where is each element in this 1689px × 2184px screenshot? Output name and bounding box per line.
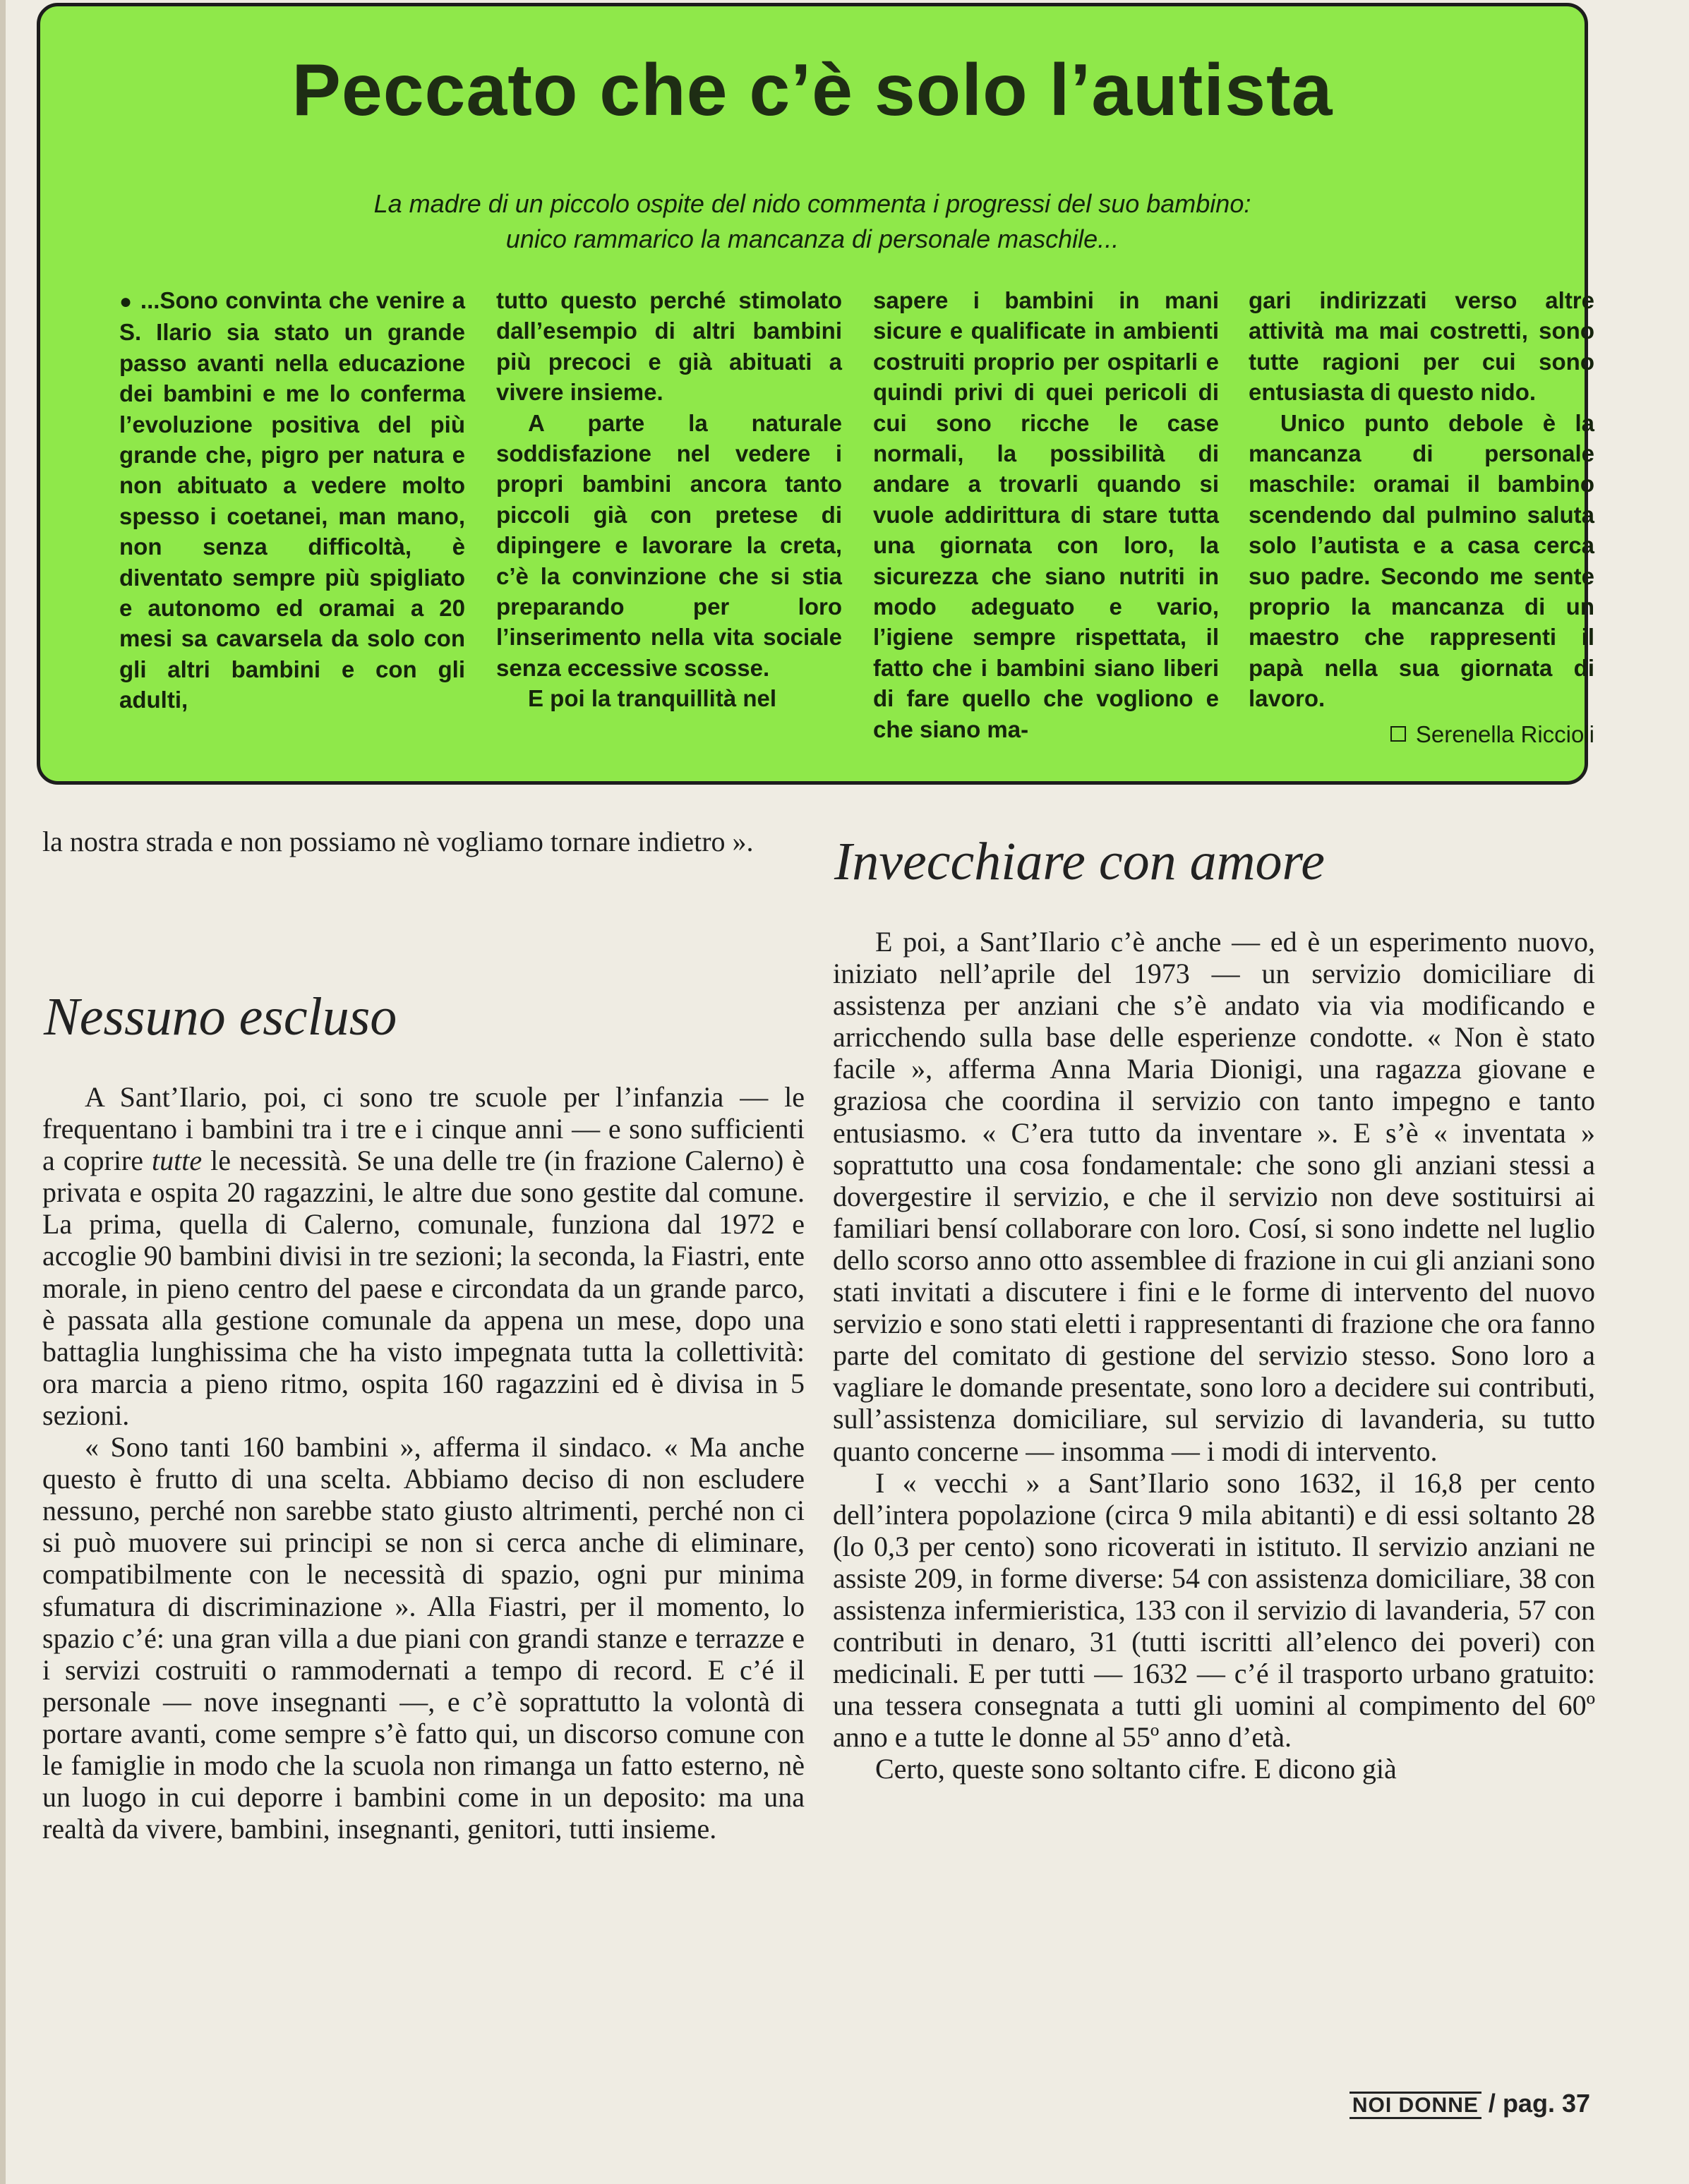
box-col4-p2: Unico punto debole è la mancanza di personale maschile: oramai il bambino scendendo dal pulmino saluta solo l’autista e a casa cerca suo padre. Secondo me sente proprio la mancanza di un maestro che rappresenti il papà nella sua giornata di lavoro. [1249, 409, 1594, 712]
magazine-name: NOI DONNE [1350, 2092, 1481, 2119]
box-column-2 [496, 285, 842, 714]
left-continuation-text: la nostra strada e non possiamo nè vogliamo tornare indietro ». [42, 826, 754, 857]
box-columns [83, 285, 1600, 751]
left-p1-part-b: le necessità. Se una delle tre (in frazione Calerno) è privata e ospita 20 ragazzini, le altre due sono gestite dal comune. La prima, quella di Calerno, comunale, funziona dal 1972 e accoglie 90 bambini divisi in tre sezioni; la seconda, la Fiastri, ente morale, in pieno centro del paese e circondata da un grande parco, è passata alla gestione comunale da appena un mese, dopo una battaglia lunghissima che ha visto impegnata tutta la collettività: ora marcia a pieno ritmo, ospita 160 ragazzini ed è divisa in 5 sezioni. [42, 1145, 805, 1431]
box-col2-p1: tutto questo perché stimolato dall’esempio di altri bambini più precoci e già abituati a vivere insieme. [496, 287, 842, 406]
box-subtitle-line-2: unico rammarico la mancanza di personale maschile... [505, 224, 1119, 253]
box-column-4 [1249, 285, 1594, 714]
left-paragraph-2: « Sono tanti 160 bambini », afferma il sindaco. « Ma anche questo è frutto di una scelta. Abbiamo deciso di non escludere nessuno, perché non sarebbe stato giusto altrimenti, perché non ci si può muovere sui principi se non si cerca anche di eliminare, compatibilmente con le necessità di spazio, ogni pur minima sfumatura di discriminazione ». Alla Fiastri, per il momento, lo spazio c’é: una gran villa a due piani con grandi stanze e terrazze e i servizi costruiti o rammodernati a tempo di record. E c’é il personale — nove insegnanti —, e c’è soprattutto la volontà di portare avanti, come sempre s’è fatto qui, un discorso comune con le famiglie in modo che la scuola non rimanga un fatto esterno, nè un luogo in cui deporre i bambini come in un deposito: ma una realtà da vivere, bambini, insegnanti, genitori, tutti insieme. [42, 1431, 805, 1845]
left-paragraph-1 [42, 1081, 805, 1431]
box-col2-p2: A parte la naturale soddisfazione nel vedere i propri bambini ancora tanto piccoli già con pretese di dipingere e lavorare la creta, c’è la convinzione che si stia preparando per loro l’inserimento nella vita sociale senza eccessive scosse. [496, 409, 842, 681]
box-col3-p1: sapere i bambini in mani sicure e qualificate in ambienti costruiti proprio per ospitarli e quindi privi di quei pericoli di cui sono ricche le case normali, la possibilità di andare a trovarli quando si vuole addirittura di stare tutta una giornata con loro, la sicurezza che siano nutriti in modo adeguato e vario, l’igiene sempre rispettata, il fatto che i bambini siano liberi di fare quello che vogliono e che siano ma- [873, 287, 1219, 742]
author-name: Serenella Riccioli [1415, 721, 1594, 747]
box-column-3 [873, 285, 1219, 744]
box-col4-p1: gari indirizzati verso altre attività ma mai costretti, sono tutte ragioni per cui sono entusiasta di questo nido. [1249, 287, 1594, 406]
heading-nessuno-escluso: Nessuno escluso [44, 987, 397, 1046]
right-column-body [833, 926, 1595, 1785]
right-paragraph-1: E poi, a Sant’Ilario c’è anche — ed è un esperimento nuovo, iniziato nell’aprile del 1973 — un servizio domiciliare di assistenza per anziani che s’è andato via via modificando e arricchendo sulla base delle esperienze condotte. « Non è stato facile », afferma Anna Maria Dionigi, una ragazza giovane e graziosa che coordina il servizio con tanto impegno e tanto entusiasmo. « C’era tutto da inventare ». E s’è « inventata » soprattutto una cosa fondamentale: che sono gli anziani stessi a dovergestire il servizio, e che il servizio non deve sostituirsi ai familiari bensí collaborare con loro. Cosí, si sono indette nel luglio dello scorso anno otto assemblee di frazione in cui gli anziani sono stati invitati a discutere i fini e le forme di intervento del nuovo servizio e sono stati eletti i rappresentanti di frazione che ora fanno parte del comitato di gestione del servizio stesso. Sono loro a vagliare le domande presentate, sono loro a decidere sui contributi, sull’assistenza domiciliare, sul servizio di lavanderia, su tutto quanto concerne — insomma — i modi di intervento. [833, 926, 1595, 1467]
left-p1-part-a: A Sant’Ilario, poi, ci sono tre scuole per l’infanzia — le frequentano i bambini tra i tre e i cinque anni — e sono sufficienti a coprire [42, 1081, 805, 1177]
heading-invecchiare-con-amore: Invecchiare con amore [834, 832, 1325, 891]
page-footer [1350, 2089, 1590, 2118]
square-icon [1390, 726, 1406, 742]
left-p1-emphasis: tutte [152, 1145, 203, 1177]
left-column-top [42, 826, 805, 857]
testimonial-box [37, 3, 1594, 785]
box-col1-text: ...Sono convinta che venire a S. Ilario sia stato un grande passo avanti nella educazione dei bambini e me lo conferma l’evoluzione positiva del più grande che, pigro per natura e non abituato a vedere molto spesso i coetanei, man mano, non senza difficoltà, è diventato sempre più spigliato e autonomo ed oramai a 20 mesi sa cavarsela da solo con gli altri bambini e con gli adulti, [119, 287, 465, 713]
box-subtitle-line-1: La madre di un piccolo ospite del nido commenta i progressi del suo bambino: [373, 189, 1251, 218]
right-paragraph-3: Certo, queste sono soltanto cifre. E dicono già [875, 1753, 1397, 1785]
box-column-1 [119, 285, 465, 716]
page-number: pag. 37 [1502, 2089, 1590, 2118]
footer-separator: / [1488, 2089, 1496, 2118]
box-col2-p3: E poi la tranquillità nel [528, 685, 777, 712]
right-paragraph-2: I « vecchi » a Sant’Ilario sono 1632, il 16,8 per cento dell’intera popolazione (circa 9 mila abitanti) e di essi soltanto 28 (lo 0,3 per cento) sono ricoverati in istituto. Il servizio anziani ne assiste 209, in forme diverse: 54 con assistenza domiciliare, 38 con assistenza infermieristica, 133 con il servizio di lavanderia, 57 con contributi in denaro, 31 (tutti iscritti all’elenco dei poveri) con medicinali. E per tutti — 1632 — c’é il trasporto urbano gratuito: una tessera consegnata a tutti gli uomini al compimento del 60º anno e a tutte le donne al 55º anno d’età. [833, 1466, 1595, 1754]
bullet-icon: ● [119, 290, 133, 313]
box-subtitle [181, 186, 1443, 257]
box-title: Peccato che c’è solo l’autista [291, 49, 1333, 131]
left-column-body [42, 1081, 805, 1845]
page-edge [0, 0, 6, 2184]
box-author [1249, 721, 1594, 748]
